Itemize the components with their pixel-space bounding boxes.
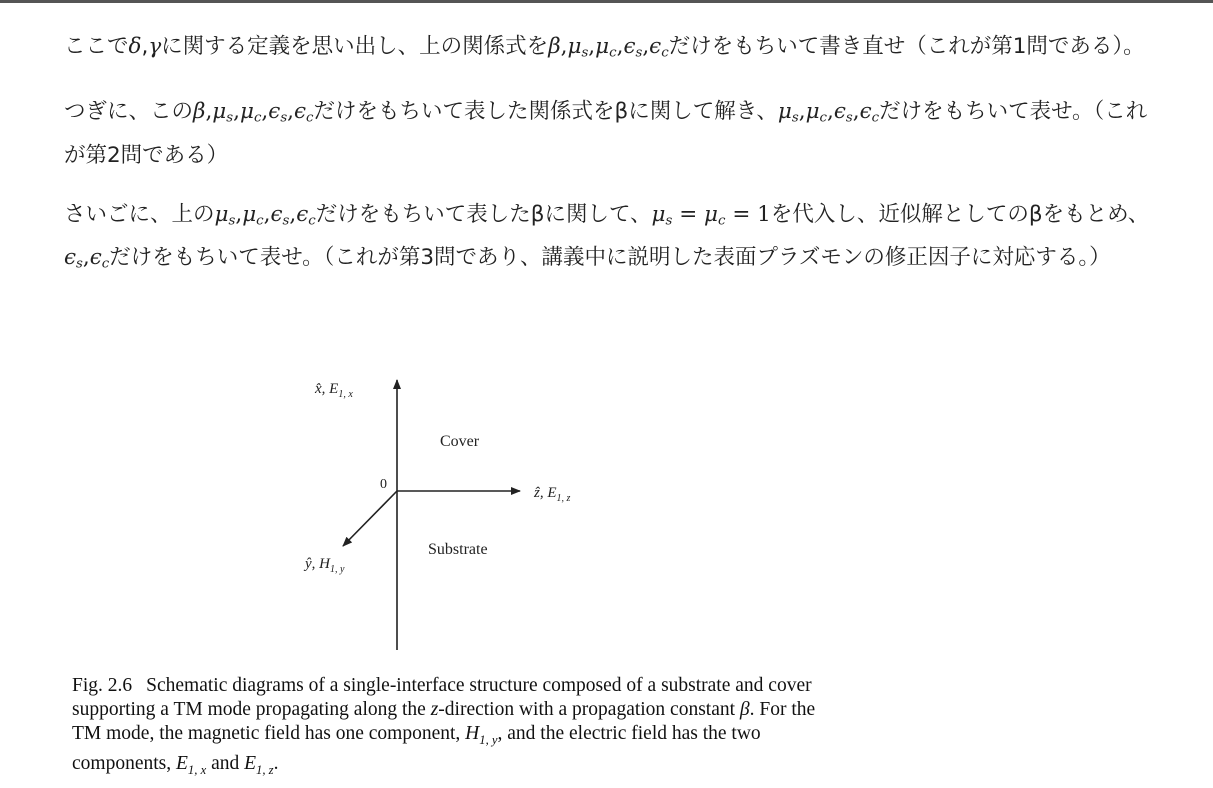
comma: , [289, 201, 297, 227]
comma: , [233, 99, 240, 125]
math-mu: μ [651, 201, 666, 227]
math-epsilon: ϵ [268, 99, 281, 125]
subscript: s [581, 45, 589, 61]
caption-math: β [739, 699, 750, 720]
caption-text: and [206, 752, 245, 774]
caption-math: H [465, 723, 480, 744]
math-epsilon: ϵ [296, 201, 309, 227]
math-variable-list [64, 245, 109, 270]
comma: , [642, 34, 650, 59]
text: だけをもちいて表した関係式をβに関して解き、 [313, 99, 778, 125]
math-epsilon: ϵ [89, 244, 102, 270]
subscript: c [256, 212, 264, 228]
comma: , [616, 34, 624, 59]
text: つぎに、この [64, 99, 194, 125]
paragraph-question-1 [64, 28, 1164, 71]
math-variable-list [215, 202, 316, 227]
text: ここで [64, 34, 129, 59]
text: だけをもちいて表したβに関して、 [315, 201, 652, 227]
text: だけをもちいて書き直せ（これが第1問である）。 [668, 34, 1145, 59]
x-axis-label: x̂, $E_{1, x}$ [315, 381, 353, 400]
subscript: c [819, 110, 828, 126]
comma: , [235, 201, 243, 227]
comma: , [263, 201, 271, 227]
math-epsilon: ϵ [64, 244, 77, 270]
subscript: s [635, 45, 643, 61]
comma: , [205, 99, 213, 125]
subscript: s [228, 212, 236, 228]
y-axis-line [343, 491, 397, 546]
caption-math: z [430, 699, 439, 720]
comma: , [287, 99, 294, 125]
comma: , [82, 244, 90, 270]
comma: , [560, 34, 568, 59]
subscript: c [609, 45, 617, 61]
subscript: c [308, 212, 316, 228]
text: に関する定義を思い出し、上の関係式を [161, 34, 549, 59]
caption-math: E [244, 752, 257, 774]
math-delta: δ [128, 34, 142, 59]
caption-subscript: 1, x [187, 762, 207, 777]
paragraph-question-2 [64, 93, 1164, 173]
equals-one: = 1 [725, 201, 771, 227]
subscript: s [791, 110, 799, 126]
math-epsilon: ϵ [623, 34, 636, 59]
z-axis-label: ẑ, $E_{1, z}$ [534, 485, 571, 504]
top-border [0, 0, 1213, 3]
subscript: s [845, 110, 853, 126]
comma: , [852, 99, 860, 125]
cover-label: Cover [440, 433, 480, 450]
math-mu: μ [239, 99, 254, 125]
text: さいごに、上の [64, 201, 215, 227]
subscript: s [76, 256, 83, 272]
caption-number: Fig. 2.6 [72, 675, 133, 696]
math-mu: μ [212, 99, 227, 125]
caption-text: . [273, 752, 279, 774]
figure-caption [72, 674, 832, 782]
math-equation [652, 202, 771, 227]
text: だけをもちいて表せ。（これが第3問であり、講義中に説明した表面プラズモンの修正因子に対応する。） [109, 244, 1111, 270]
subscript: c [101, 256, 110, 272]
substrate-label: Substrate [428, 541, 488, 558]
caption-math: E [175, 752, 188, 774]
axes-diagram [60, 360, 820, 660]
math-variable-list [778, 99, 879, 124]
caption-subscript: 1, y [479, 732, 498, 747]
caption-text: -direction with a propagation constant [438, 699, 740, 720]
comma: , [141, 34, 149, 59]
subscript: c [871, 110, 880, 126]
math-variable-list [548, 34, 669, 59]
subscript: c [253, 110, 262, 126]
origin-label: 0 [380, 477, 387, 492]
math-beta: β [193, 99, 206, 125]
math-beta: β [548, 34, 561, 59]
math-mu: μ [242, 201, 257, 227]
math-mu: μ [704, 201, 719, 227]
caption-text: . For the TM mode, the magnetic field has one component, [72, 699, 816, 744]
caption-subscript: 1, z [256, 762, 274, 777]
comma: , [261, 99, 269, 125]
figure-interface-diagram [60, 360, 820, 780]
math-mu: μ [805, 99, 820, 125]
subscript: s [280, 110, 288, 126]
math-epsilon: ϵ [833, 99, 846, 125]
subscript: c [718, 212, 726, 228]
math-epsilon: ϵ [859, 99, 872, 125]
math-variable-list [193, 99, 314, 124]
math-gamma: γ [148, 34, 162, 59]
document-body [64, 28, 1164, 282]
y-axis-label: ŷ, $H_{1, y}$ [305, 556, 345, 575]
comma: , [827, 99, 834, 125]
equals: = [672, 201, 705, 227]
math-mu: μ [595, 34, 610, 59]
subscript: c [661, 45, 669, 61]
text: を代入し、近似解としてのβをもとめ、 [770, 201, 1150, 227]
math-epsilon: ϵ [294, 99, 307, 125]
subscript: c [306, 110, 314, 126]
caption-text: , and the electric field has the two components, [72, 723, 761, 774]
subscript: s [665, 212, 673, 228]
comma: , [588, 34, 596, 59]
subscript: s [226, 110, 234, 126]
math-mu: μ [214, 201, 229, 227]
math-epsilon: ϵ [270, 201, 283, 227]
math-mu: μ [777, 99, 792, 125]
math-epsilon: ϵ [649, 34, 662, 59]
comma: , [798, 99, 806, 125]
text: だけをもちいて表せ。（これが第2問である） [64, 99, 1148, 168]
caption-text: Schematic diagrams of a single-interface structure composed of a substrate and cover supporting a TM mode propagating along the [72, 675, 812, 720]
subscript: s [282, 212, 290, 228]
math-mu: μ [567, 34, 582, 59]
paragraph-question-3 [64, 196, 1164, 283]
